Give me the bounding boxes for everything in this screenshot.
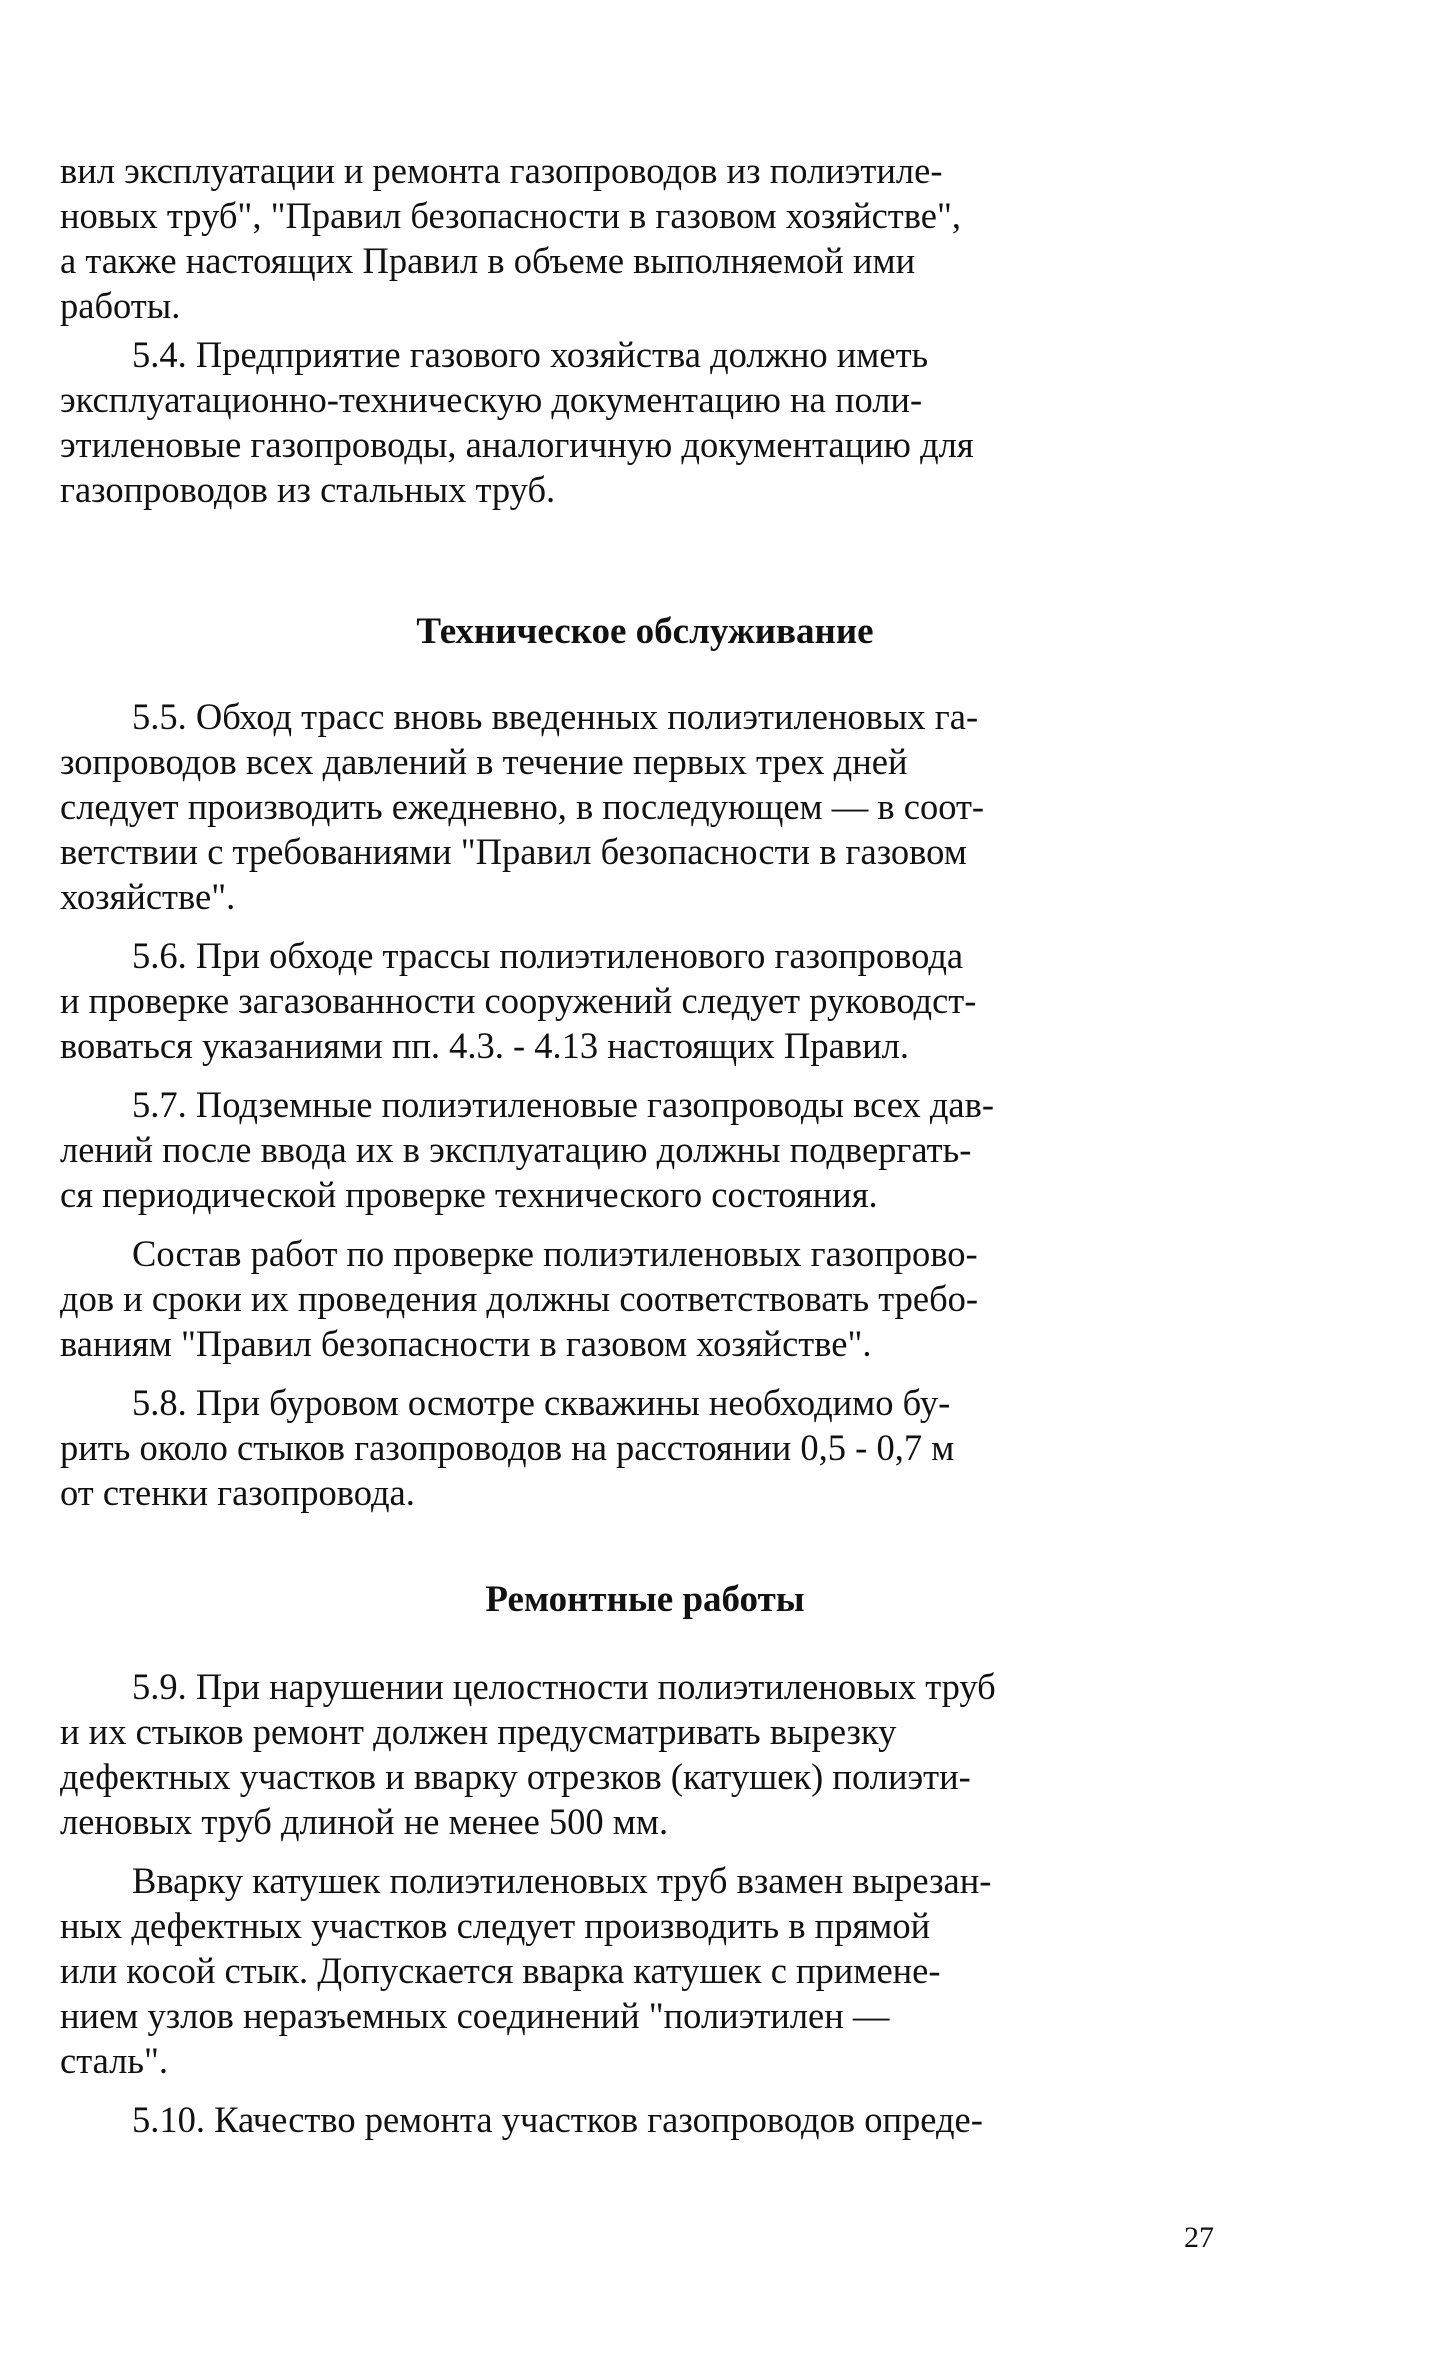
paragraph-5-10: 5.10. Качество ремонта участков газопроводов опреде- (132, 2099, 983, 2140)
section-heading-repair: Ремонтные работы (485, 1579, 805, 1620)
paragraph-5-9-welding: Вварку катушек полиэтиленовых труб взамен вырезан- ных дефектных участков следует производить в прямой или косой стык. Допускается вварка катушек с примене- нием узлов неразъемных соединений "полиэтилен — сталь". (60, 1860, 992, 2081)
paragraph-5-4: 5.4. Предприятие газового хозяйства должно иметь эксплуатационно-техническую документацию на поли- этиленовые газопроводы, аналогичную документацию для газопроводов из стальных труб. (60, 334, 974, 510)
paragraph-5-7: 5.7. Подземные полиэтиленовые газопроводы всех дав- лений после ввода их в эксплуатацию должны подвергать- ся периодической проверке технического состояния. (60, 1084, 995, 1215)
document-page (60, 148, 1230, 2142)
page-number: 27 (1184, 2221, 1214, 2254)
paragraph-5-5: 5.5. Обход трасс вновь введенных полиэтиленовых га- зопроводов всех давлений в течение первых трех дней следует производить ежедневно, в последующем — в соот- ветствии с требованиями "Правил безопасности в газовом хозяйстве". (60, 696, 985, 917)
paragraph-5-7-composition: Состав работ по проверке полиэтиленовых газопрово- дов и сроки их проведения должны соответствовать требо- ваниям "Правил безопасности в газовом хозяйстве". (60, 1233, 979, 1364)
paragraph-5-9: 5.9. При нарушении целостности полиэтиленовых труб и их стыков ремонт должен предусматривать вырезку дефектных участков и вварку отрезков (катушек) полиэти- леновых труб длиной не менее 500 мм. (60, 1666, 996, 1842)
paragraph-5-6: 5.6. При обходе трассы полиэтиленового газопровода и проверке загазованности сооружений следует руководст- воваться указаниями пп. 4.3. - 4.13 настоящих Правил. (60, 935, 977, 1066)
paragraph-continuation: вил эксплуатации и ремонта газопроводов из полиэтиле- новых труб", "Правил безопасности в газовом хозяйстве", а также настоящих Правил в объеме выполняемой ими работы. (60, 150, 962, 326)
section-heading-maintenance: Техническое обслуживание (416, 611, 874, 652)
paragraph-5-8: 5.8. При буровом осмотре скважины необходимо бу- рить около стыков газопроводов на расстоянии 0,5 - 0,7 м от стенки газопровода. (60, 1382, 955, 1513)
